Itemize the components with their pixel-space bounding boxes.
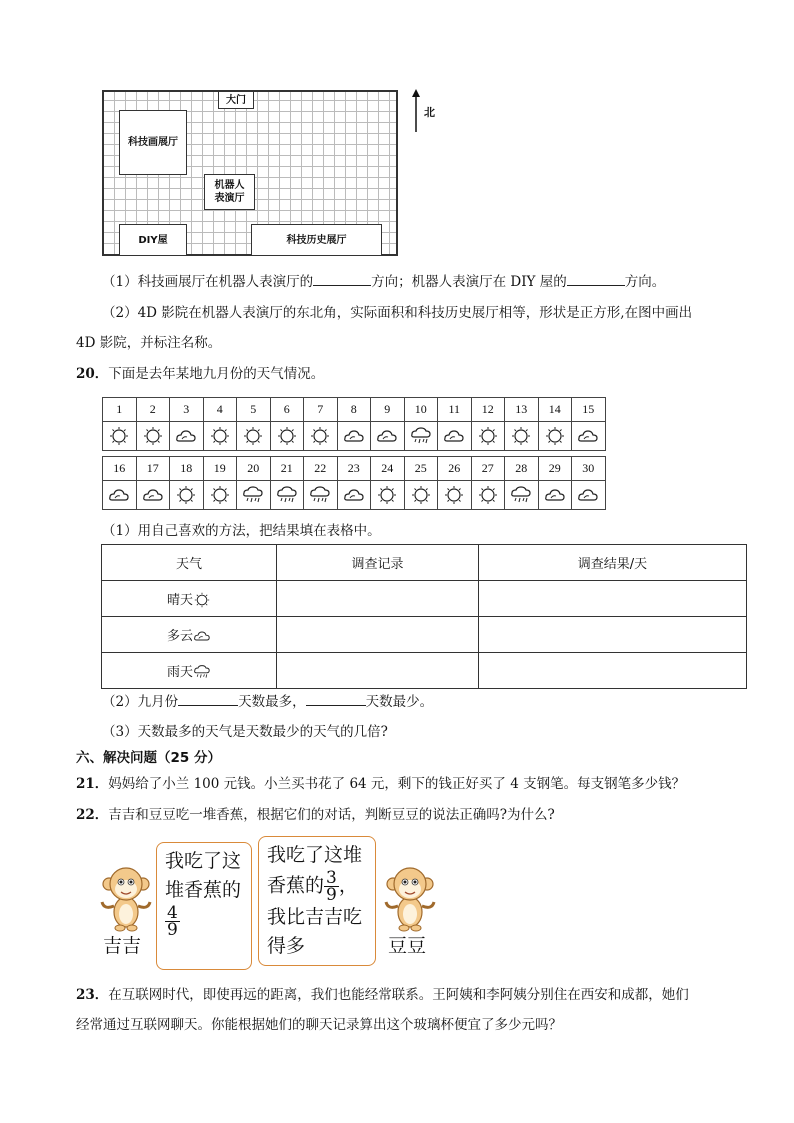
day-number: 28 bbox=[505, 457, 539, 481]
day-weather bbox=[304, 422, 338, 451]
day-number: 15 bbox=[572, 398, 606, 422]
day-weather bbox=[438, 481, 472, 510]
sunny-icon bbox=[175, 485, 197, 505]
q19-p1-b: 方向；机器人表演厅在 DIY 屋的 bbox=[371, 274, 567, 290]
q23-number: 23． bbox=[76, 987, 109, 1003]
survey-header-record: 调查记录 bbox=[277, 545, 479, 581]
cloudy-icon bbox=[577, 426, 599, 446]
day-weather bbox=[337, 481, 371, 510]
day-weather bbox=[505, 422, 539, 451]
day-number: 24 bbox=[371, 457, 405, 481]
q20-p2-a: （2）九月份 bbox=[102, 694, 179, 710]
day-weather bbox=[337, 422, 371, 451]
cloudy-icon bbox=[343, 485, 365, 505]
weather-grid-row1 bbox=[102, 397, 606, 451]
sunny-icon bbox=[376, 485, 398, 505]
day-number: 21 bbox=[270, 457, 304, 481]
day-number: 13 bbox=[505, 398, 539, 422]
survey-header-result: 调查结果/天 bbox=[479, 545, 747, 581]
sunny-icon bbox=[108, 426, 130, 446]
answer-blank[interactable] bbox=[178, 693, 238, 706]
sunny-icon bbox=[242, 426, 264, 446]
day-weather bbox=[270, 481, 304, 510]
day-number: 19 bbox=[203, 457, 237, 481]
q21-question bbox=[76, 772, 685, 792]
bubble-jiji bbox=[156, 842, 252, 970]
cloudy-icon bbox=[343, 426, 365, 446]
q20-number: 20． bbox=[76, 366, 109, 382]
day-number: 6 bbox=[270, 398, 304, 422]
q20-part3: （3）天数最多的天气是天数最少的天气的几倍? bbox=[102, 724, 388, 740]
rainy-icon bbox=[276, 485, 298, 505]
q23-text1: 在互联网时代，即使再远的距离，我们也能经常联系。王阿姨和李阿姨分别住在西安和成都，她们 bbox=[108, 987, 689, 1003]
survey-table bbox=[101, 544, 747, 689]
sunny-icon bbox=[477, 485, 499, 505]
q20-part1: （1）用自己喜欢的方法，把结果填在表格中。 bbox=[102, 523, 381, 539]
q20-p2-b: 天数最多， bbox=[238, 694, 306, 710]
day-weather bbox=[304, 481, 338, 510]
survey-result-cell[interactable] bbox=[479, 653, 747, 689]
day-weather bbox=[404, 481, 438, 510]
day-number: 16 bbox=[103, 457, 137, 481]
survey-row-cloudy bbox=[102, 617, 277, 653]
rainy-icon bbox=[242, 485, 264, 505]
map-room-history: 科技历史展厅 bbox=[251, 224, 382, 256]
robot-label-2: 表演厅 bbox=[214, 193, 245, 204]
day-weather bbox=[237, 422, 271, 451]
day-number: 26 bbox=[438, 457, 472, 481]
day-number: 29 bbox=[538, 457, 572, 481]
survey-record-cell[interactable] bbox=[277, 653, 479, 689]
answer-blank[interactable] bbox=[567, 273, 625, 286]
day-weather bbox=[203, 481, 237, 510]
day-number: 12 bbox=[471, 398, 505, 422]
rainy-icon bbox=[410, 426, 432, 446]
day-weather bbox=[538, 422, 572, 451]
q20-question bbox=[76, 362, 324, 382]
day-weather bbox=[404, 422, 438, 451]
rainy-icon bbox=[309, 485, 331, 505]
q23-line1 bbox=[76, 983, 689, 1003]
day-weather bbox=[371, 481, 405, 510]
day-weather bbox=[371, 422, 405, 451]
sunny-icon bbox=[477, 426, 499, 446]
sunny-icon bbox=[544, 426, 566, 446]
day-weather bbox=[103, 422, 137, 451]
survey-record-cell[interactable] bbox=[277, 617, 479, 653]
monkey-jiji-icon bbox=[96, 862, 156, 934]
rainy-icon bbox=[193, 664, 211, 680]
answer-blank[interactable] bbox=[306, 693, 366, 706]
q20-title: 下面是去年某地九月份的天气情况。 bbox=[108, 366, 325, 382]
answer-blank[interactable] bbox=[313, 273, 371, 286]
sunny-icon bbox=[193, 592, 211, 608]
sunny-icon bbox=[510, 426, 532, 446]
sunny-icon bbox=[309, 426, 331, 446]
rainy-icon bbox=[510, 485, 532, 505]
day-number: 22 bbox=[304, 457, 338, 481]
frac-num: 4 bbox=[167, 903, 178, 923]
day-number: 5 bbox=[237, 398, 271, 422]
cloudy-icon bbox=[544, 485, 566, 505]
name-doudou: 豆豆 bbox=[388, 935, 427, 957]
sunny-icon bbox=[410, 485, 432, 505]
survey-row-sunny bbox=[102, 581, 277, 617]
name-jiji: 吉吉 bbox=[103, 935, 142, 957]
day-weather bbox=[572, 422, 606, 451]
bubble-doudou-line3: 我比吉吉吃 bbox=[267, 906, 363, 928]
north-label: 北 bbox=[424, 106, 435, 119]
survey-row-rainy bbox=[102, 653, 277, 689]
q22-question bbox=[76, 803, 555, 823]
day-weather bbox=[170, 481, 204, 510]
q22-number: 22． bbox=[76, 807, 109, 823]
cloudy-icon bbox=[108, 485, 130, 505]
day-number: 3 bbox=[170, 398, 204, 422]
map-room-diy: DIY屋 bbox=[119, 224, 187, 256]
exhibition-map bbox=[102, 90, 398, 256]
cloudy-icon bbox=[142, 485, 164, 505]
map-room-robot-theater bbox=[204, 174, 255, 210]
cloudy-icon bbox=[193, 628, 211, 644]
day-number: 4 bbox=[203, 398, 237, 422]
frac-num: 3 bbox=[326, 868, 337, 888]
survey-label-sunny: 晴天 bbox=[166, 592, 193, 608]
cloudy-icon bbox=[175, 426, 197, 446]
survey-label-cloudy: 多云 bbox=[166, 628, 193, 644]
bubble-doudou-line1: 我吃了这堆 bbox=[267, 844, 363, 866]
survey-label-rainy: 雨天 bbox=[166, 664, 193, 680]
day-number: 2 bbox=[136, 398, 170, 422]
bubble-doudou-line4: 得多 bbox=[267, 935, 306, 957]
q19-p1-a: （1）科技画展厅在机器人表演厅的 bbox=[102, 274, 314, 290]
day-weather bbox=[471, 422, 505, 451]
monkey-doudou-icon bbox=[380, 862, 440, 934]
day-number: 30 bbox=[572, 457, 606, 481]
day-weather bbox=[538, 481, 572, 510]
day-number: 10 bbox=[404, 398, 438, 422]
q21-number: 21． bbox=[76, 776, 109, 792]
q20-p2-c: 天数最少。 bbox=[365, 694, 434, 710]
day-number: 18 bbox=[170, 457, 204, 481]
sunny-icon bbox=[276, 426, 298, 446]
day-number: 9 bbox=[371, 398, 405, 422]
day-weather bbox=[203, 422, 237, 451]
day-number: 14 bbox=[538, 398, 572, 422]
cloudy-icon bbox=[577, 485, 599, 505]
sunny-icon bbox=[142, 426, 164, 446]
q19-part2-line1: （2）4D 影院在机器人表演厅的东北角，实际面积和科技历史展厅相等，形状是正方形,在图中画出 bbox=[102, 305, 693, 321]
day-number: 17 bbox=[136, 457, 170, 481]
day-number: 25 bbox=[404, 457, 438, 481]
map-room-gate: 大门 bbox=[218, 91, 254, 109]
q21-text: 妈妈给了小兰 100 元钱。小兰买书花了 64 元，剩下的钱正好买了 4 支钢笔。每支钢笔多少钱？ bbox=[108, 776, 686, 792]
q20-part2 bbox=[102, 690, 433, 710]
bubble-doudou-line2-text: 香蕉的 bbox=[267, 874, 325, 897]
survey-result-cell[interactable] bbox=[479, 617, 747, 653]
sunny-icon bbox=[209, 426, 231, 446]
bubble-jiji-line1: 我吃了这 bbox=[165, 850, 242, 872]
frac-den: 9 bbox=[326, 885, 337, 905]
fraction-four-ninths bbox=[165, 905, 180, 938]
bubble-doudou bbox=[258, 836, 376, 966]
section-title: 六、解决问题（25 分） bbox=[76, 750, 221, 766]
q19-p1-c: 方向。 bbox=[624, 274, 666, 290]
day-weather bbox=[170, 422, 204, 451]
day-weather bbox=[572, 481, 606, 510]
weather-grid-row2 bbox=[102, 456, 606, 510]
q22-text: 吉吉和豆豆吃一堆香蕉，根据它们的对话，判断豆豆的说法正确吗?为什么? bbox=[108, 807, 555, 823]
bubble-jiji-line2: 堆香蕉的 bbox=[165, 879, 242, 901]
day-weather bbox=[505, 481, 539, 510]
day-weather bbox=[471, 481, 505, 510]
day-number: 11 bbox=[438, 398, 472, 422]
q23-line2: 经常通过互联网聊天。你能根据她们的聊天记录算出这个玻璃杯便宜了多少元吗？ bbox=[76, 1017, 562, 1033]
day-number: 20 bbox=[237, 457, 271, 481]
sunny-icon bbox=[209, 485, 231, 505]
day-number: 23 bbox=[337, 457, 371, 481]
fraction-three-ninths bbox=[324, 870, 339, 903]
day-weather bbox=[136, 481, 170, 510]
day-weather bbox=[103, 481, 137, 510]
q19-part1 bbox=[102, 270, 665, 290]
sunny-icon bbox=[443, 485, 465, 505]
day-weather bbox=[136, 422, 170, 451]
survey-record-cell[interactable] bbox=[277, 581, 479, 617]
day-weather bbox=[237, 481, 271, 510]
bubble-doudou-line2: 香蕉的 $\frac{3}{9}$ ， bbox=[267, 868, 358, 905]
day-weather bbox=[270, 422, 304, 451]
day-weather bbox=[438, 422, 472, 451]
q19-part2-line2: 4D 影院，并标注名称。 bbox=[76, 335, 222, 351]
survey-header-weather: 天气 bbox=[102, 545, 277, 581]
day-number: 7 bbox=[304, 398, 338, 422]
map-room-art-gallery: 科技画展厅 bbox=[119, 110, 187, 175]
day-number: 8 bbox=[337, 398, 371, 422]
frac-den: 9 bbox=[167, 920, 178, 940]
cloudy-icon bbox=[376, 426, 398, 446]
survey-result-cell[interactable] bbox=[479, 581, 747, 617]
cloudy-icon bbox=[443, 426, 465, 446]
day-number: 27 bbox=[471, 457, 505, 481]
robot-label-1: 机器人 bbox=[214, 180, 245, 191]
day-number: 1 bbox=[103, 398, 137, 422]
